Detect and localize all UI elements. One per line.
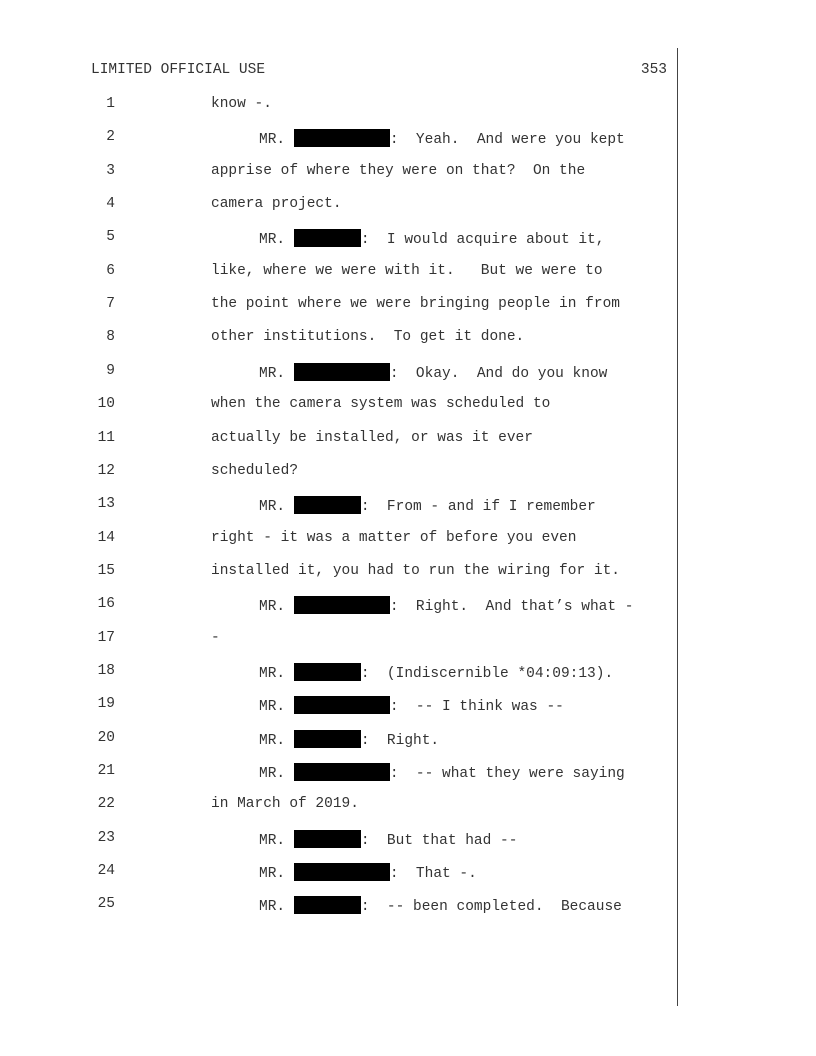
spoken-text: the point where we were bringing people in from bbox=[211, 296, 620, 312]
line-text bbox=[259, 596, 633, 615]
transcript-line bbox=[0, 663, 680, 683]
line-number: 20 bbox=[97, 730, 115, 746]
redaction-block bbox=[294, 663, 361, 681]
spoken-text: installed it, you had to run the wiring for it. bbox=[211, 563, 620, 579]
line-number: 3 bbox=[106, 163, 115, 179]
spoken-text: : I would acquire about it, bbox=[360, 232, 605, 248]
line-number: 13 bbox=[97, 496, 115, 512]
speaker-label: MR. bbox=[259, 833, 286, 849]
spoken-text: : -- been completed. Because bbox=[360, 899, 622, 915]
transcript-line bbox=[0, 496, 680, 516]
transcript-line bbox=[0, 263, 680, 283]
transcript-line bbox=[0, 396, 680, 416]
transcript-line bbox=[0, 329, 680, 349]
transcript-line bbox=[0, 530, 680, 550]
transcript-line bbox=[0, 96, 680, 116]
spoken-text: like, where we were with it. But we were to bbox=[211, 263, 603, 279]
spoken-text: right - it was a matter of before you even bbox=[211, 530, 577, 546]
transcript-line bbox=[0, 563, 680, 583]
speaker-label: MR. bbox=[259, 232, 286, 248]
transcript-line bbox=[0, 129, 680, 149]
redaction-block bbox=[294, 596, 390, 614]
speaker-label: MR. bbox=[259, 899, 286, 915]
spoken-text: know -. bbox=[211, 96, 272, 112]
transcript-line bbox=[0, 796, 680, 816]
speaker-label: MR. bbox=[259, 733, 286, 749]
line-number: 2 bbox=[106, 129, 115, 145]
redaction-block bbox=[294, 496, 361, 514]
line-text bbox=[211, 630, 220, 646]
line-text bbox=[211, 96, 272, 112]
line-text bbox=[259, 896, 622, 915]
line-number: 9 bbox=[106, 363, 115, 379]
line-number: 24 bbox=[97, 863, 115, 879]
redaction-block bbox=[294, 763, 390, 781]
redaction-block bbox=[294, 863, 390, 881]
transcript-line bbox=[0, 296, 680, 316]
redaction-block bbox=[294, 129, 390, 147]
spoken-text: scheduled? bbox=[211, 463, 299, 479]
speaker-label: MR. bbox=[259, 866, 286, 882]
line-text bbox=[211, 163, 585, 179]
speaker-label: MR. bbox=[259, 699, 286, 715]
spoken-text: : Right. bbox=[360, 733, 440, 749]
line-text bbox=[259, 763, 625, 782]
spoken-text: camera project. bbox=[211, 196, 342, 212]
speaker-label: MR. bbox=[259, 499, 286, 515]
spoken-text: - bbox=[211, 630, 220, 646]
transcript-line bbox=[0, 763, 680, 783]
line-text bbox=[211, 796, 359, 812]
spoken-text: : -- what they were saying bbox=[389, 766, 625, 782]
transcript-line bbox=[0, 630, 680, 650]
line-number: 12 bbox=[97, 463, 115, 479]
line-number: 23 bbox=[97, 830, 115, 846]
line-text bbox=[259, 663, 613, 682]
line-number: 15 bbox=[97, 563, 115, 579]
line-number: 6 bbox=[106, 263, 115, 279]
line-text bbox=[211, 563, 620, 579]
line-number: 17 bbox=[97, 630, 115, 646]
transcript-line bbox=[0, 229, 680, 249]
transcript-line bbox=[0, 196, 680, 216]
line-number: 5 bbox=[106, 229, 115, 245]
transcript-line bbox=[0, 363, 680, 383]
spoken-text: : -- I think was -- bbox=[389, 699, 564, 715]
line-number: 21 bbox=[97, 763, 115, 779]
redaction-block bbox=[294, 730, 361, 748]
transcript-line bbox=[0, 163, 680, 183]
line-number: 14 bbox=[97, 530, 115, 546]
speaker-label: MR. bbox=[259, 766, 286, 782]
page-number: 353 bbox=[640, 62, 667, 78]
transcript-line bbox=[0, 830, 680, 850]
transcript-line bbox=[0, 863, 680, 883]
spoken-text: in March of 2019. bbox=[211, 796, 359, 812]
line-text bbox=[211, 430, 533, 446]
spoken-text: actually be installed, or was it ever bbox=[211, 430, 533, 446]
speaker-label: MR. bbox=[259, 132, 286, 148]
line-text bbox=[211, 329, 524, 345]
spoken-text: : From - and if I remember bbox=[360, 499, 596, 515]
line-number: 25 bbox=[97, 896, 115, 912]
spoken-text: other institutions. To get it done. bbox=[211, 329, 525, 345]
transcript-line bbox=[0, 596, 680, 616]
redaction-block bbox=[294, 696, 390, 714]
redaction-block bbox=[294, 363, 390, 381]
transcript-line bbox=[0, 696, 680, 716]
line-text bbox=[259, 129, 625, 148]
line-number: 19 bbox=[97, 696, 115, 712]
line-number: 7 bbox=[106, 296, 115, 312]
transcript-line bbox=[0, 430, 680, 450]
line-number: 16 bbox=[97, 596, 115, 612]
spoken-text: apprise of where they were on that? On the bbox=[211, 163, 586, 179]
transcript-line bbox=[0, 896, 680, 916]
spoken-text: : Yeah. And were you kept bbox=[389, 132, 625, 148]
speaker-label: MR. bbox=[259, 666, 286, 682]
line-text bbox=[211, 396, 550, 412]
line-number: 22 bbox=[97, 796, 115, 812]
line-text bbox=[259, 830, 517, 849]
line-text bbox=[259, 496, 596, 515]
line-text bbox=[211, 530, 576, 546]
line-text bbox=[211, 463, 298, 479]
line-number: 8 bbox=[106, 329, 115, 345]
line-text bbox=[259, 730, 439, 749]
spoken-text: : Okay. And do you know bbox=[389, 366, 608, 382]
line-text bbox=[259, 863, 477, 882]
spoken-text: : But that had -- bbox=[360, 833, 518, 849]
redaction-block bbox=[294, 229, 361, 247]
spoken-text: : Right. And that’s what - bbox=[389, 599, 634, 615]
speaker-label: MR. bbox=[259, 599, 286, 615]
classification-header: LIMITED OFFICIAL USE bbox=[91, 62, 266, 78]
speaker-label: MR. bbox=[259, 366, 286, 382]
spoken-text: when the camera system was scheduled to bbox=[211, 396, 551, 412]
line-text bbox=[211, 296, 620, 312]
spoken-text: : That -. bbox=[389, 866, 477, 882]
line-number: 18 bbox=[97, 663, 115, 679]
line-number: 10 bbox=[97, 396, 115, 412]
line-text bbox=[259, 363, 607, 382]
spoken-text: : (Indiscernible *04:09:13). bbox=[360, 666, 614, 682]
line-text bbox=[259, 229, 604, 248]
redaction-block bbox=[294, 896, 361, 914]
line-text bbox=[259, 696, 564, 715]
line-number: 4 bbox=[106, 196, 115, 212]
redaction-block bbox=[294, 830, 361, 848]
line-number: 11 bbox=[97, 430, 115, 446]
line-text bbox=[211, 263, 603, 279]
transcript-line bbox=[0, 463, 680, 483]
line-number: 1 bbox=[106, 96, 115, 112]
line-text bbox=[211, 196, 342, 212]
transcript-line bbox=[0, 730, 680, 750]
